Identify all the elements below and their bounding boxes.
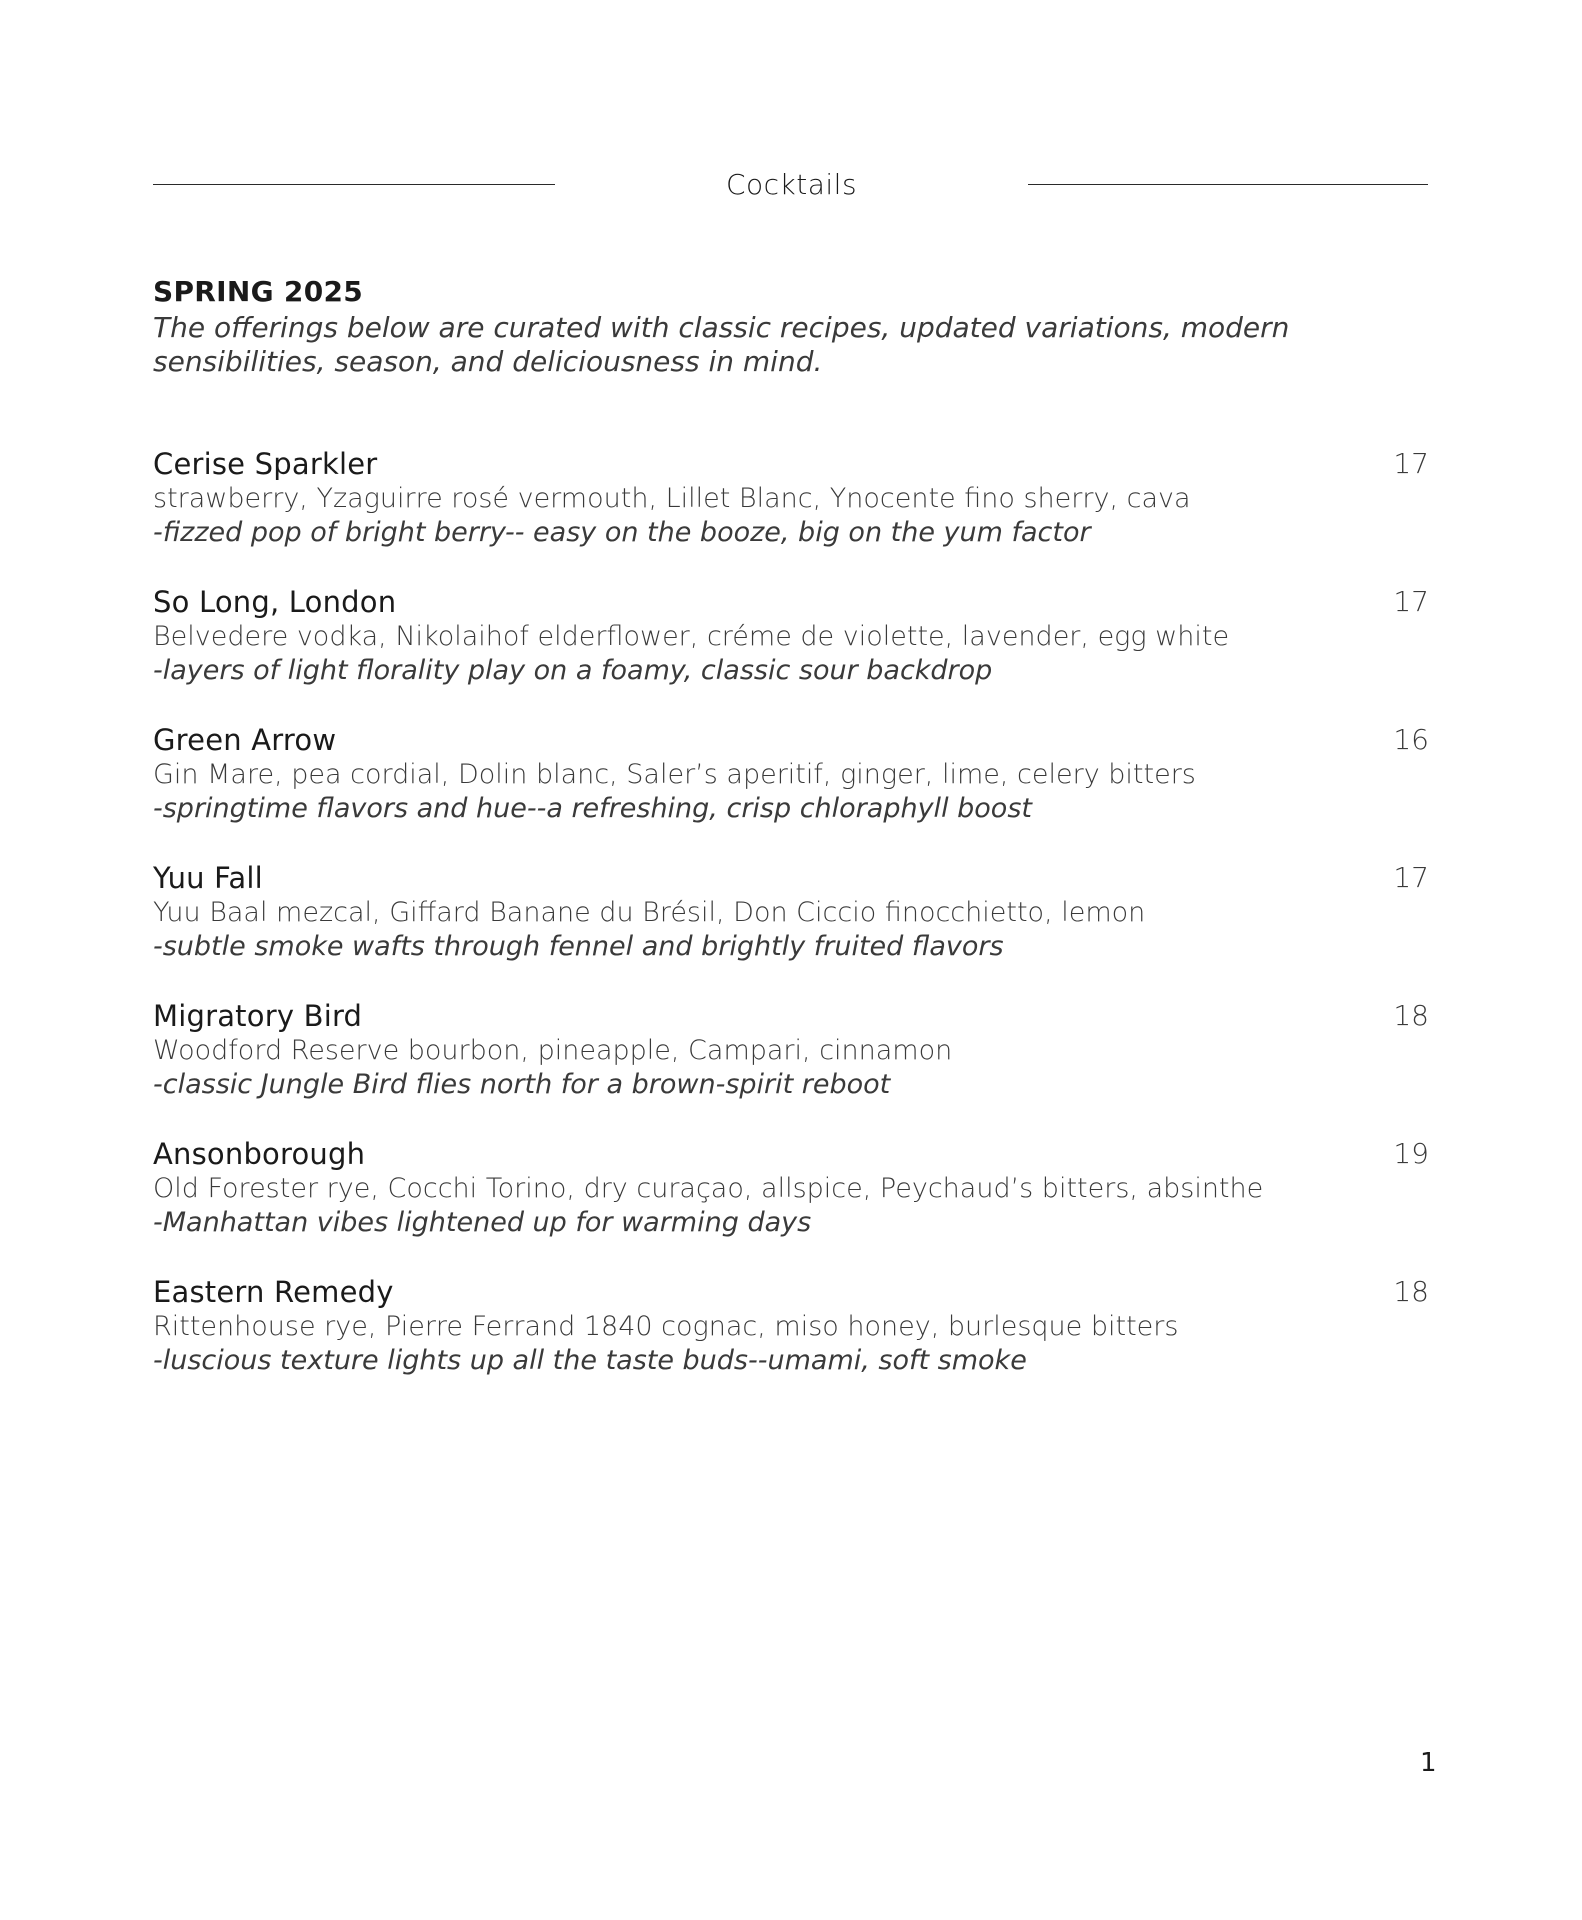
cocktail-ingredients: Old Forester rye, Cocchi Torino, dry curaçao, allspice, Peychaud’s bitters, absinthe <box>153 1173 1264 1204</box>
cocktail-ingredients: Rittenhouse rye, Pierre Ferrand 1840 cognac, miso honey, burlesque bitters <box>153 1311 1179 1342</box>
cocktail-item <box>153 722 1429 860</box>
season-heading: SPRING 2025 <box>153 275 364 308</box>
section-title: Cocktails <box>725 168 858 201</box>
cocktail-tagline: -fizzed pop of bright berry-- easy on the booze, big on the yum factor <box>153 517 1091 548</box>
header-rule-left <box>153 184 555 185</box>
cocktail-list <box>153 446 1429 1412</box>
cocktail-name: Green Arrow <box>153 723 337 757</box>
cocktail-item <box>153 1136 1429 1274</box>
cocktail-ingredients: Gin Mare, pea cordial, Dolin blanc, Saler’s aperitif, ginger, lime, celery bitters <box>153 759 1196 790</box>
cocktail-ingredients: Belvedere vodka, Nikolaihof elderflower, créme de violette, lavender, egg white <box>153 621 1230 652</box>
cocktail-name: Ansonborough <box>153 1137 366 1171</box>
cocktail-price: 19 <box>1393 1137 1429 1170</box>
menu-intro <box>153 273 1443 379</box>
cocktail-name: Migratory Bird <box>153 999 363 1033</box>
cocktail-price: 18 <box>1393 999 1429 1032</box>
cocktail-ingredients: Woodford Reserve bourbon, pineapple, Campari, cinnamon <box>153 1035 953 1066</box>
cocktail-name: Cerise Sparkler <box>153 447 378 481</box>
cocktail-tagline: -springtime flavors and hue--a refreshing, crisp chloraphyll boost <box>153 793 1032 824</box>
cocktail-item <box>153 998 1429 1136</box>
cocktail-ingredients: Yuu Baal mezcal, Giffard Banane du Brésil, Don Ciccio finocchietto, lemon <box>153 897 1146 928</box>
cocktail-name: Yuu Fall <box>153 861 263 895</box>
cocktail-item <box>153 584 1429 722</box>
cocktail-price: 18 <box>1393 1275 1429 1308</box>
cocktail-item <box>153 1274 1429 1412</box>
page-number: 1 <box>1420 1748 1437 1778</box>
cocktail-name: So Long, London <box>153 585 397 619</box>
cocktail-tagline: -subtle smoke wafts through fennel and brightly fruited flavors <box>153 931 1004 962</box>
cocktail-item <box>153 860 1429 998</box>
cocktail-item <box>153 446 1429 584</box>
cocktail-tagline: -luscious texture lights up all the taste buds--umami, soft smoke <box>153 1345 1027 1376</box>
cocktail-price: 16 <box>1393 723 1429 756</box>
cocktail-name: Eastern Remedy <box>153 1275 394 1309</box>
section-header <box>153 165 1428 205</box>
cocktail-price: 17 <box>1393 861 1429 894</box>
header-rule-right <box>1028 184 1428 185</box>
cocktail-price: 17 <box>1393 585 1429 618</box>
cocktail-tagline: -layers of light florality play on a foamy, classic sour backdrop <box>153 655 993 686</box>
cocktail-price: 17 <box>1393 447 1429 480</box>
intro-blurb: The offerings below are curated with classic recipes, updated variations, modern sensibilities, season, and deliciousness in mind. <box>153 311 1290 378</box>
cocktail-ingredients: strawberry, Yzaguirre rosé vermouth, Lillet Blanc, Ynocente fino sherry, cava <box>153 483 1191 514</box>
cocktail-tagline: -classic Jungle Bird flies north for a brown-spirit reboot <box>153 1069 891 1100</box>
cocktail-tagline: -Manhattan vibes lightened up for warming days <box>153 1207 812 1238</box>
